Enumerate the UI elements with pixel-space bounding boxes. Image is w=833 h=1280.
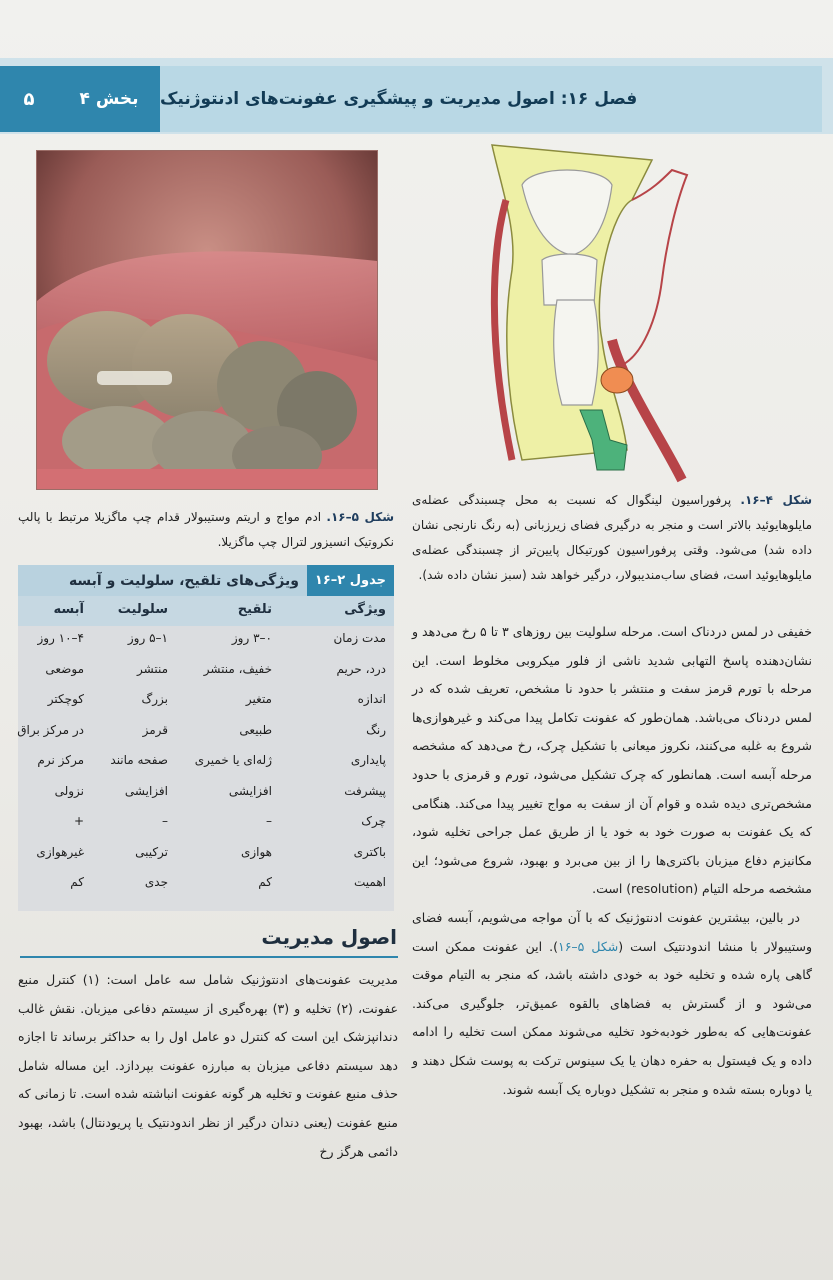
table-cell: منتشر (137, 661, 168, 676)
figure-4-caption-text: پرفوراسیون لینگوال که نسبت به محل چسبندگی عضله‌ی مایلوهایوئید بالاتر است و منجر به درگیری فضای زیرزبانی (به رنگ نارنجی نشان داده شد) می‌شود. وقتی پرفوراسیون کورتیکال پایین‌تر از چسبندگی عضله‌ی مایلوهایوئید است، فضای ساب‌مندیبولار، درگیر خواهد شد (سبز نشان داده شد). (412, 493, 812, 582)
clinical-photo (36, 150, 378, 490)
paragraph (412, 904, 812, 1104)
page-number: ۵ (0, 66, 58, 132)
column-header: آبسه (53, 602, 84, 617)
right-column-text (412, 618, 812, 1104)
figure-5-caption-text: ادم مواج و اریتم وستیبولار قدام چپ ماگزیلا مرتبط با پالپ نکروتیک انسیزور لترال چپ ماگزیلا. (18, 510, 394, 549)
section-heading-rule (20, 956, 398, 958)
paragraph-text: ). این عفونت ممکن است گاهی پاره شده و تخلیه خود به خودی داشته باشد، که منجر به التیام موقت می‌شود و از گسترش به فضاهای بالقوه عمیق‌تر، جلوگیری می‌کند. عفونت‌هایی که به‌طور خودبه‌خود تخلیه می‌شوند ممکن است تخلیه را ادامه داده و یک فیستول به حفره دهان یا یک سینوس ترکت به پوست شکل دهند و یا دوباره بسته شده و منجر به تشکیل دوباره یک آبسه شوند. (412, 938, 812, 1097)
figure-5-caption (18, 505, 394, 555)
section-heading: اصول مدیریت (261, 925, 397, 949)
table-cell: ۰–۳ روز (231, 631, 272, 645)
table-row-label: پایداری (350, 753, 386, 767)
table-cell: جدی (144, 875, 168, 889)
table-cell: موضعی (45, 661, 84, 676)
table-header (18, 565, 394, 596)
table-row-label: پیشرفت (344, 783, 386, 798)
paragraph-text: در بالین، بیشترین عفونت ادنتوژنیک که با آن مواجه می‌شویم، آبسه فضای وستیبولار با منشا اندودنتیک است ( (412, 909, 812, 954)
table-cell: کم (70, 875, 84, 889)
section-label: بخش ۴ (58, 66, 160, 132)
table-cell: کم (258, 875, 272, 889)
paragraph: مدیریت عفونت‌های ادنتوژنیک شامل سه عامل است: (۱) کنترل منبع عفونت، (۲) تخلیه و (۳) بهره‌گیری از سیستم دفاعی میزبان. نقش غالب دندانپزشک این است که کنترل دو عامل اول را به حداکثر برساند تا اجازه دهد سیستم دفاعی میزبان به مبارزه عفونت بپردازد. این مساله شامل حذف منبع عفونت و تخلیه هر گونه عفونت انباشته شده است. تا زمانی که منبع عفونت (یعنی دندان درگیر از نظر اندودنتیک یا پریودنتال) باشد، بهبود دائمی هرگز رخ (18, 972, 398, 1159)
table-cell: صفحه مانند (110, 753, 168, 767)
table-cell: قرمز (142, 722, 168, 737)
table-cell: خفیف، منتشر (203, 661, 272, 676)
left-column-text (18, 966, 398, 1166)
column-header: تلقیح (237, 602, 272, 617)
table-label: جدول ۲–۱۶ (307, 565, 394, 596)
table-cell: نزولی (54, 783, 84, 798)
column-header: ویژگی (344, 602, 386, 617)
table-cell: در مرکز براق (17, 722, 84, 737)
table-16-2 (18, 565, 394, 911)
table-cell: کوچکتر (47, 692, 84, 706)
table-cell: + (73, 814, 84, 828)
figure-reference-link[interactable]: شکل ۵–۱۶ (557, 938, 619, 954)
table-row-label: باکتری (353, 844, 386, 859)
table-cell: ۱–۵ روز (127, 631, 168, 645)
table-title: ویژگی‌های تلقیح، سلولیت و آبسه (68, 572, 299, 589)
table-cell: ترکیبی (135, 844, 168, 859)
table-row-label: درد، حریم (336, 661, 386, 676)
paragraph: خفیفی در لمس دردناک است. مرحله سلولیت بین روزهای ۳ تا ۵ رخ می‌دهد و نشان‌دهنده پاسخ التهابی شدید ناشی از فلور میکروبی مخلوط است. این مرحله با تورم قرمز سفت و منتشر با حدود نا مشخص، تعریف شده که در لمس دردناک می‌باشد. همان‌طور که عفونت تکامل پیدا می‌کند و غیرهوازی‌ها شروع به غلبه می‌کنند، نکروز میعانی با تشکیل چرک، رخ می‌دهد که مشخصه مرحله آبسه است. همانطور که چرک تشکیل می‌شود، تورم و قرمزی با حدود مشخص‌تری دیده شده و قوام آن از سفت به مواج تغییر پیدا می‌کند. هنگامی که یک عفونت به صورت خود به خود یا از طریق عمل جراحی تخلیه شود، مکانیزم دفاع میزبان باکتری‌ها را از بین می‌برد و بهبود، شروع می‌شود؛ این مشخصه مرحله التیام (resolution) است. (412, 624, 812, 897)
table-cell: بزرگ (141, 692, 168, 706)
table-row-label: رنگ (366, 722, 386, 737)
table-cell: افزایشی (228, 783, 272, 798)
figure-4-caption (412, 488, 812, 588)
table-cell: مرکز نرم (37, 753, 84, 767)
mandible-cross-section-drawing (482, 140, 702, 485)
anatomy-illustration (482, 140, 702, 485)
table-cell: افزایشی (124, 783, 168, 798)
table-row-label: چرک (361, 814, 386, 828)
table-cell: – (266, 814, 272, 828)
column-header: سلولیت (117, 602, 168, 617)
table-cell: غیرهوازی (36, 844, 84, 859)
table-row-label: اندازه (357, 692, 386, 706)
chapter-title: فصل ۱۶: اصول مدیریت و پیشگیری عفونت‌های ادنتوژنیک (160, 66, 822, 132)
mouth-photo-drawing (37, 151, 377, 489)
table-cell: هوازی (240, 844, 272, 859)
table-row-label: مدت زمان (333, 631, 386, 645)
figure-5-number: شکل ۵–۱۶. (326, 510, 394, 524)
table-column-header-row (18, 596, 394, 626)
table-cell: طبیعی (239, 722, 272, 737)
table-cell: ۴–۱۰ روز (37, 631, 84, 645)
figure-4-number: شکل ۴–۱۶. (740, 493, 812, 507)
table-row-label: اهمیت (353, 875, 386, 889)
table-cell: ژله‌ای یا خمیری (194, 753, 272, 767)
table-cell: – (162, 814, 168, 828)
table-cell: متغیر (245, 692, 272, 706)
